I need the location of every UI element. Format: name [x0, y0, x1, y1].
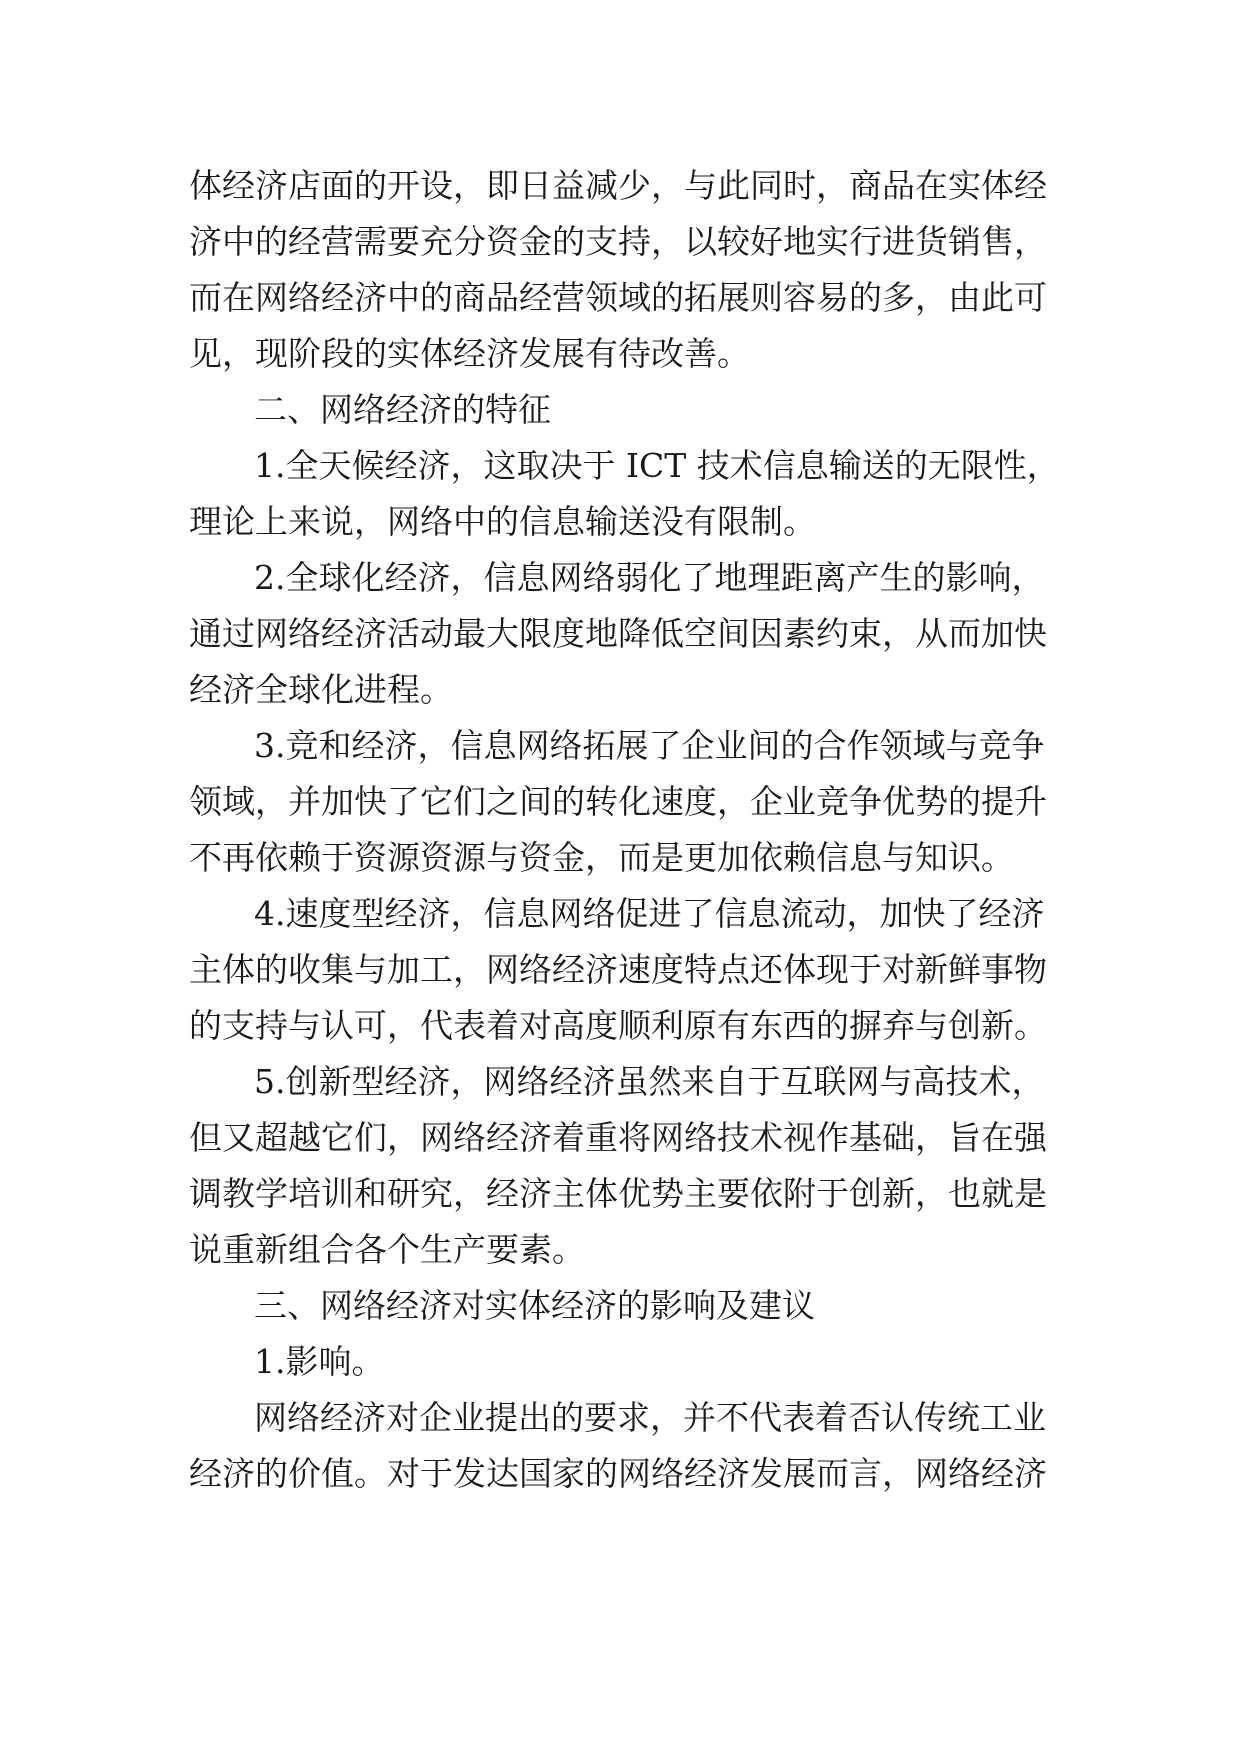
item-5-line-4: 说重新组合各个生产要素。	[189, 1230, 585, 1269]
paragraph-line-1: 网络经济对企业提出的要求，并不代表着否认传统工业	[254, 1398, 1046, 1437]
item-4-line-2: 主体的收集与加工，网络经济速度特点还体现于对新鲜事物	[189, 950, 1047, 989]
paragraph-line-2: 经济的价值。对于发达国家的网络经济发展而言，网络经济	[189, 1454, 1047, 1493]
text-line-4: 见，现阶段的实体经济发展有待改善。	[189, 334, 750, 373]
text-line-2: 济中的经营需要充分资金的支持，以较好地实行进货销售，	[189, 222, 1047, 261]
item-1-line-1: 1.全天候经济，这取决于 ICT 技术信息输送的无限性，	[254, 446, 1060, 485]
item-5-line-3: 调教学培训和研究，经济主体优势主要依附于创新，也就是	[189, 1174, 1047, 1213]
item-3-line-3: 不再依赖于资源资源与资金，而是更加依赖信息与知识。	[189, 838, 1014, 877]
item-4-line-1: 4.速度型经济，信息网络促进了信息流动，加快了经济	[254, 894, 1045, 933]
item-2-line-1: 2.全球化经济，信息网络弱化了地理距离产生的影响，	[254, 558, 1045, 597]
item-3-line-2: 领域，并加快了它们之间的转化速度，企业竞争优势的提升	[189, 782, 1047, 821]
section-heading-3: 三、网络经济对实体经济的影响及建议	[254, 1286, 815, 1325]
item-4-line-3: 的支持与认可，代表着对高度顺利原有东西的摒弃与创新。	[189, 1006, 1047, 1045]
item-2-line-3: 经济全球化进程。	[189, 670, 453, 709]
subheading-impact: 1.影响。	[254, 1342, 385, 1381]
text-line-1: 体经济店面的开设，即日益减少，与此同时，商品在实体经	[189, 166, 1047, 205]
item-5-line-1: 5.创新型经济，网络经济虽然来自于互联网与高技术，	[254, 1062, 1045, 1101]
section-heading-2: 二、网络经济的特征	[254, 390, 551, 429]
item-1-line-2: 理论上来说，网络中的信息输送没有限制。	[189, 502, 816, 541]
item-2-line-2: 通过网络经济活动最大限度地降低空间因素约束，从而加快	[189, 614, 1047, 653]
text-line-3: 而在网络经济中的商品经营领域的拓展则容易的多，由此可	[189, 278, 1047, 317]
item-3-line-1: 3.竞和经济，信息网络拓展了企业间的合作领域与竞争	[254, 726, 1045, 765]
item-5-line-2: 但又超越它们，网络经济着重将网络技术视作基础，旨在强	[189, 1118, 1047, 1157]
